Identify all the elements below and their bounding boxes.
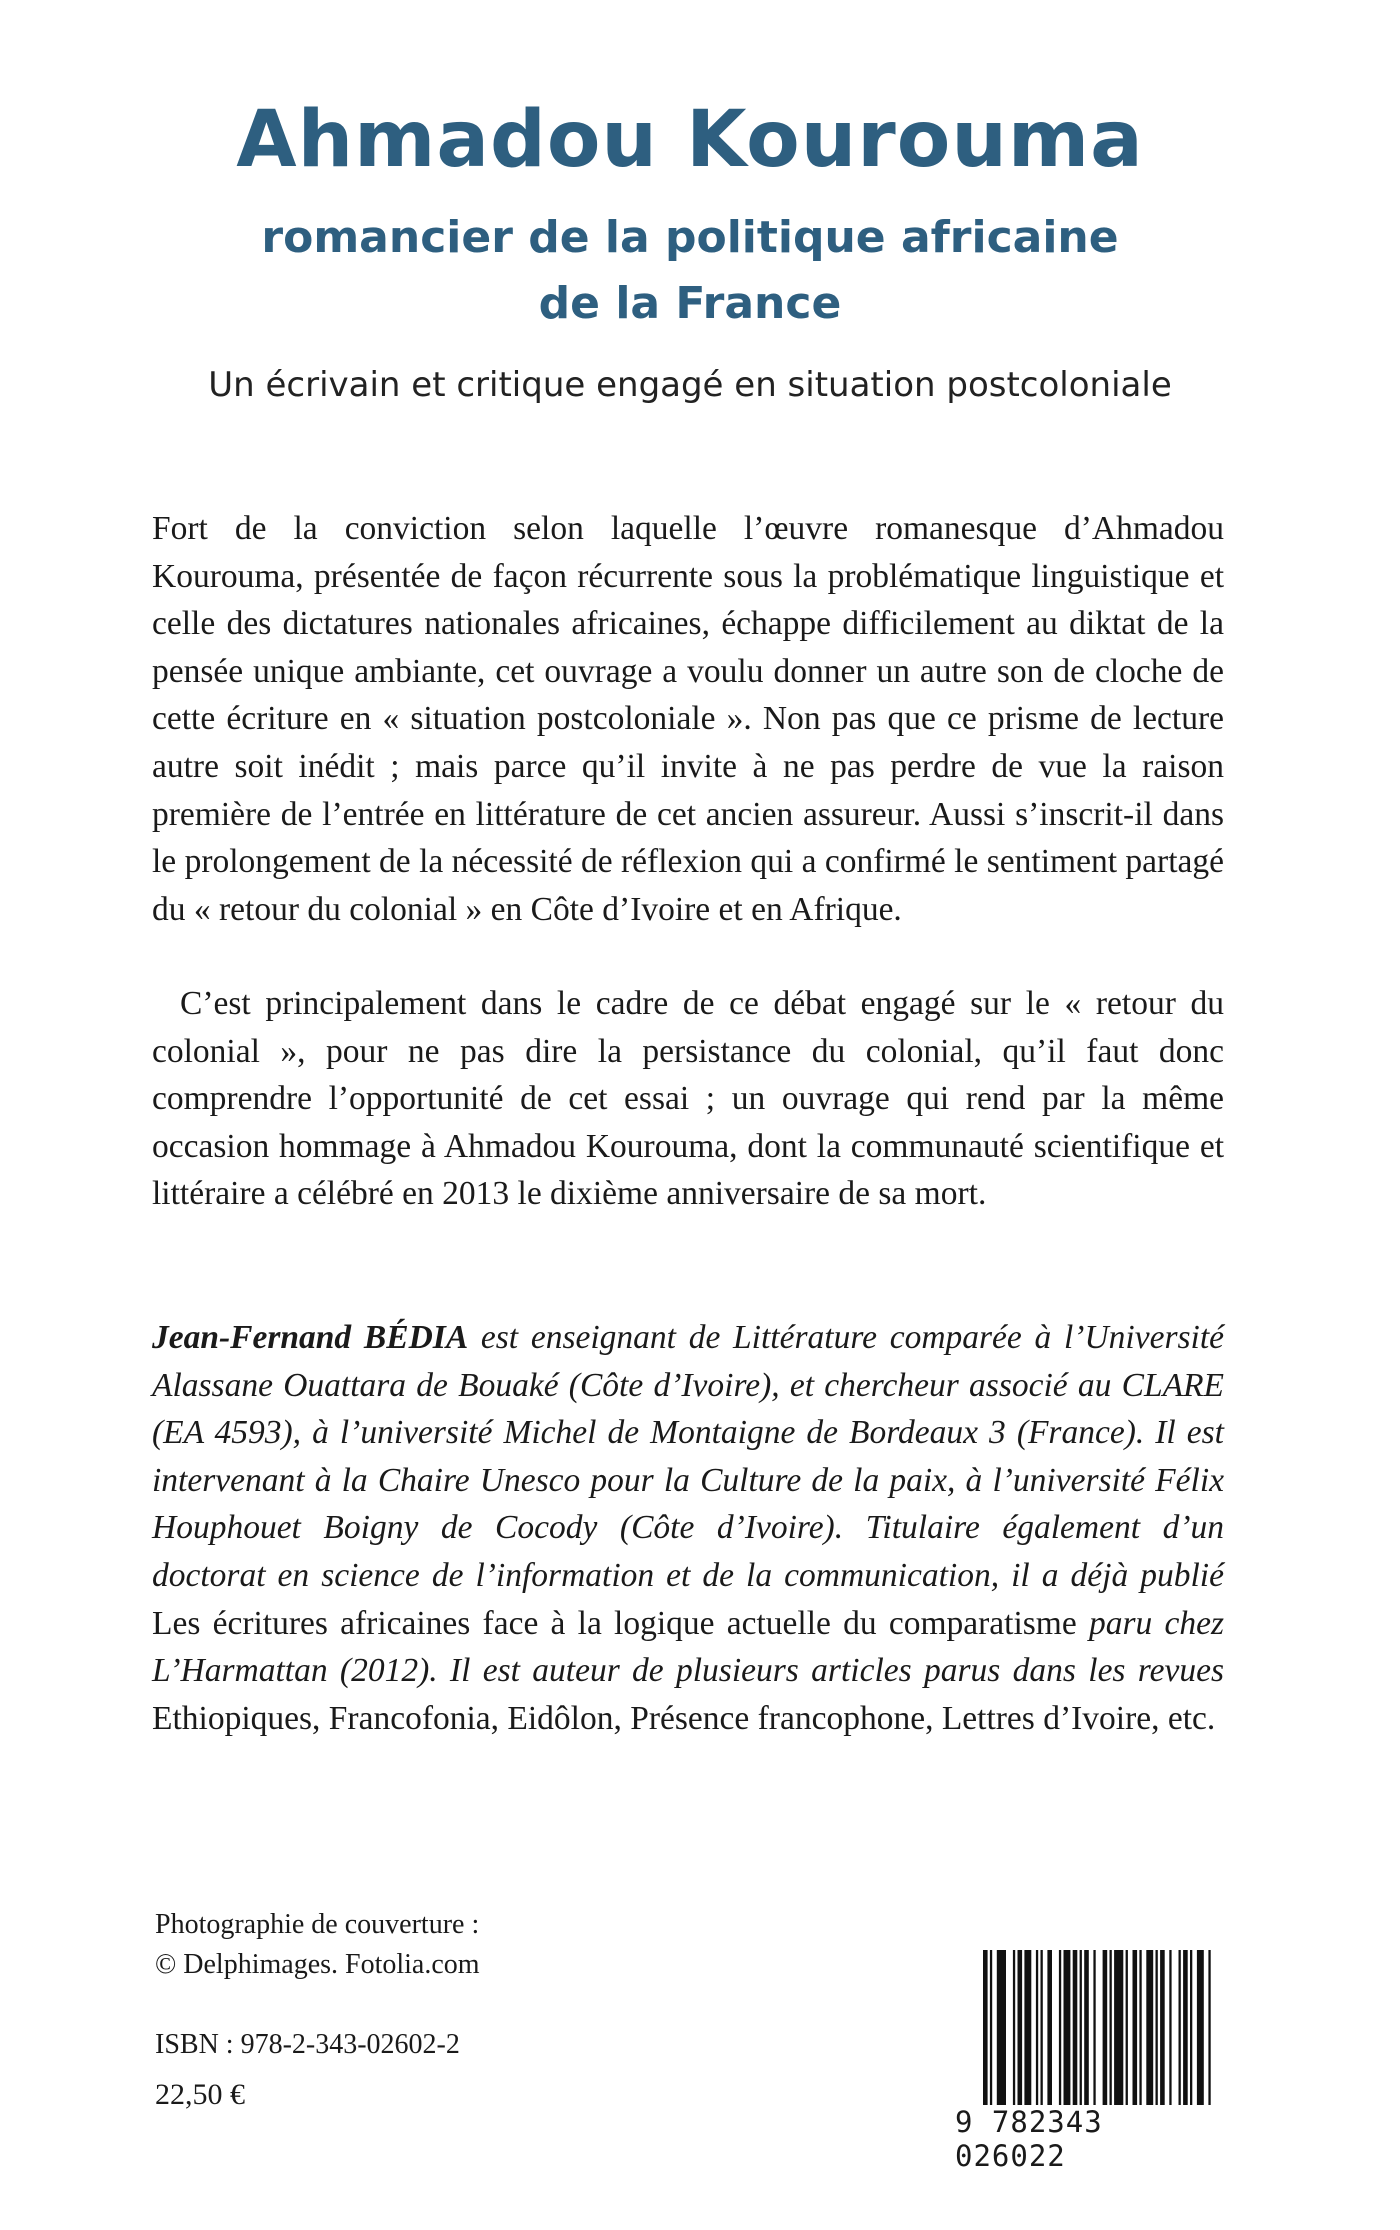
barcode-bar — [1013, 1950, 1015, 2108]
photo-credit — [155, 1905, 480, 1985]
barcode-bar — [1064, 1950, 1071, 2108]
barcode-bar — [1126, 1950, 1128, 2108]
barcode-bar — [1190, 1950, 1192, 2108]
subtitle-line-2: de la France — [538, 278, 842, 329]
book-title: Ahmadou Kourouma — [236, 95, 1144, 185]
author-name: Jean-Fernand BÉDIA — [152, 1319, 469, 1356]
barcode-bar — [1160, 1950, 1165, 2108]
credit-line-1: Photographie de couverture : — [155, 1909, 480, 1940]
barcode-bar — [1110, 1950, 1112, 2108]
barcode-bar — [1041, 1950, 1043, 2108]
barcode-bar — [1018, 1950, 1023, 2108]
barcode-bar — [1084, 1950, 1089, 2108]
barcode-bar — [1080, 1950, 1082, 2108]
bio-text-1: est enseignant de Littérature comparée à l’Université Alassane Ouattara de Bouaké (Côte d’Ivoire), et chercheur associé au CLARE (EA 4593), à l’université Michel de Montaigne de Bordeaux 3 (France). Il est intervenant à la Chaire Unesco pour la Culture de la paix, à l’université Félix Houphouet Boigny de Cocody (Côte d’Ivoire). Titulaire également d’un doctorat en science de l’information et de la communication, il a déjà publié — [152, 1319, 1225, 1594]
barcode-bar — [1139, 1950, 1141, 2108]
author-bio — [152, 1314, 1224, 1742]
barcode-bar — [1073, 1950, 1078, 2108]
price: 22,50 € — [155, 2078, 245, 2111]
barcode-bar — [1093, 1950, 1095, 2108]
barcode-bar — [1047, 1950, 1052, 2108]
barcode-bar — [1133, 1950, 1138, 2108]
tagline: Un écrivain et critique engagé en situation postcoloniale — [208, 365, 1172, 405]
barcode-bar — [1036, 1950, 1038, 2108]
barcode-bar — [1197, 1950, 1204, 2108]
barcode-bar — [1183, 1950, 1188, 2108]
credit-line-2: © Delphimages. Fotolia.com — [155, 1949, 480, 1980]
barcode-number: 9 782343 026022 — [955, 2105, 1230, 2173]
barcode-bar — [1114, 1950, 1123, 2108]
summary-paragraph-1: Fort de la conviction selon laquelle l’œuvre romanesque d’Ahmadou Kourouma, présentée de façon récurrente sous la problématique linguistique et celle des dictatures nationales africaines, échappe difficilement au diktat de la pensée unique ambiante, cet ouvrage a voulu donner un autre son de cloche de cette écriture en « situation postcoloniale ». Non pas que ce prisme de lecture autre soit inédit ; mais parce qu’il invite à ne pas perdre de vue la raison première de l’entrée en littérature de cet ancien assureur. Aussi s’inscrit-il dans le prolongement de la nécessité de réflexion qui a confirmé le sentiment partagé du « retour du colonial » en Côte d’Ivoire et en Afrique. — [152, 510, 1224, 928]
barcode-bar — [1146, 1950, 1153, 2108]
summary-paragraph-2: C’est principalement dans le cadre de ce débat engagé sur le « retour du colonial », pour ne pas dire la persistance du colonial, qu’il faut donc comprendre l’opportunité de cet essai ; un ouvrage qui rend par la même occasion hommage à Ahmadou Kourouma, dont la communauté scientifique et littéraire a célébré en 2013 le dixième anniversaire de sa mort. — [152, 985, 1224, 1213]
barcode-bar — [1024, 1950, 1031, 2108]
barcode-bar — [1059, 1950, 1061, 2108]
barcode-bar — [1169, 1950, 1171, 2108]
subtitle-line-1: romancier de la politique africaine — [261, 212, 1119, 263]
isbn: ISBN : 978-2-343-02602-2 — [155, 2029, 460, 2060]
bio-book-title: Les écritures africaines face à la logique actuelle du comparatisme — [152, 1604, 1077, 1642]
bio-journals: Ethiopiques, Francofonia, Eidôlon, Présence francophone, Lettres d’Ivoire, etc. — [152, 1699, 1216, 1737]
barcode-bar — [1179, 1950, 1181, 2108]
barcode-bar — [1103, 1950, 1108, 2108]
barcode-bar — [1156, 1950, 1158, 2108]
bio-text-2: paru chez L’Harmattan (2012). Il est auteur de plusieurs articles parus dans les revues — [152, 1604, 1224, 1690]
barcode-bar — [997, 1950, 1006, 2108]
book-subtitle — [0, 205, 1380, 337]
